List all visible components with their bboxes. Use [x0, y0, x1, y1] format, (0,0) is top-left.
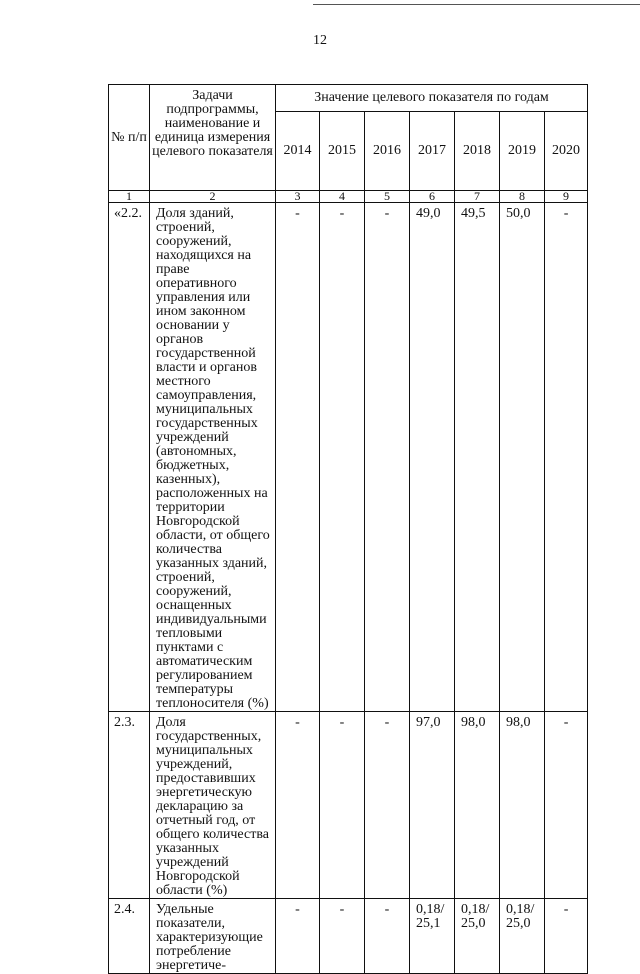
row-value: - — [276, 203, 320, 712]
row-number: 2.3. — [109, 712, 150, 899]
table-row — [109, 712, 588, 899]
row-value: - — [320, 712, 365, 899]
row-value: 49,0 — [410, 203, 455, 712]
column-number: 4 — [320, 191, 365, 203]
page-number: 12 — [313, 33, 327, 48]
row-value: - — [545, 899, 588, 974]
row-value: - — [365, 712, 410, 899]
row-value: 0,18/ 25,0 — [500, 899, 545, 974]
column-number: 9 — [545, 191, 588, 203]
header-year: 2018 — [455, 112, 500, 191]
header-year: 2016 — [365, 112, 410, 191]
top-rule-line — [313, 4, 640, 5]
row-number: «2.2. — [109, 203, 150, 712]
row-value: 0,18/ 25,1 — [410, 899, 455, 974]
column-number: 7 — [455, 191, 500, 203]
row-value: 98,0 — [455, 712, 500, 899]
table-row — [109, 899, 588, 974]
header-year: 2017 — [410, 112, 455, 191]
column-number-row — [109, 191, 588, 203]
row-value: 0,18/ 25,0 — [455, 899, 500, 974]
row-value: - — [545, 203, 588, 712]
row-value: - — [276, 712, 320, 899]
header-year: 2019 — [500, 112, 545, 191]
header-values-group: Значение целевого показателя по годам — [276, 85, 588, 112]
row-value: 50,0 — [500, 203, 545, 712]
row-description: Доля государственных, муниципальных учреждений, предоставивших энергетическую декларацию за отчетный год, от общего количества указанных учреждений Новгородской области (%) — [150, 712, 276, 899]
header-task: Задачи подпрограммы, наименование и единица измерения целевого показателя — [150, 85, 276, 191]
header-num: № п/п — [109, 85, 150, 191]
column-number: 6 — [410, 191, 455, 203]
column-number: 5 — [365, 191, 410, 203]
row-value: - — [276, 899, 320, 974]
column-number: 3 — [276, 191, 320, 203]
header-year: 2020 — [545, 112, 588, 191]
row-description: Доля зданий, строений, сооружений, находящихся на праве оперативного управления или ином законном основании у органов государственной власти и органов местного самоуправления, муниципальных государственных учреждений (автономных, бюджетных, казенных), расположенных на территории Новгородской области, от общего количества указанных зданий, строений, сооружений, оснащенных индивидуальными тепловыми пунктами с автоматическим регулированием температуры теплоносителя (%) — [150, 203, 276, 712]
column-number: 8 — [500, 191, 545, 203]
column-number: 2 — [150, 191, 276, 203]
row-value: - — [365, 203, 410, 712]
table-row — [109, 203, 588, 712]
target-indicators-table — [108, 84, 588, 974]
row-description: Удельные показатели, характеризующие потребление энергетиче- — [150, 899, 276, 974]
row-value: 97,0 — [410, 712, 455, 899]
row-value: - — [320, 899, 365, 974]
row-value: - — [545, 712, 588, 899]
row-value: 98,0 — [500, 712, 545, 899]
row-value: - — [320, 203, 365, 712]
row-value: - — [365, 899, 410, 974]
row-value: 49,5 — [455, 203, 500, 712]
row-number: 2.4. — [109, 899, 150, 974]
header-year: 2015 — [320, 112, 365, 191]
header-year: 2014 — [276, 112, 320, 191]
column-number: 1 — [109, 191, 150, 203]
